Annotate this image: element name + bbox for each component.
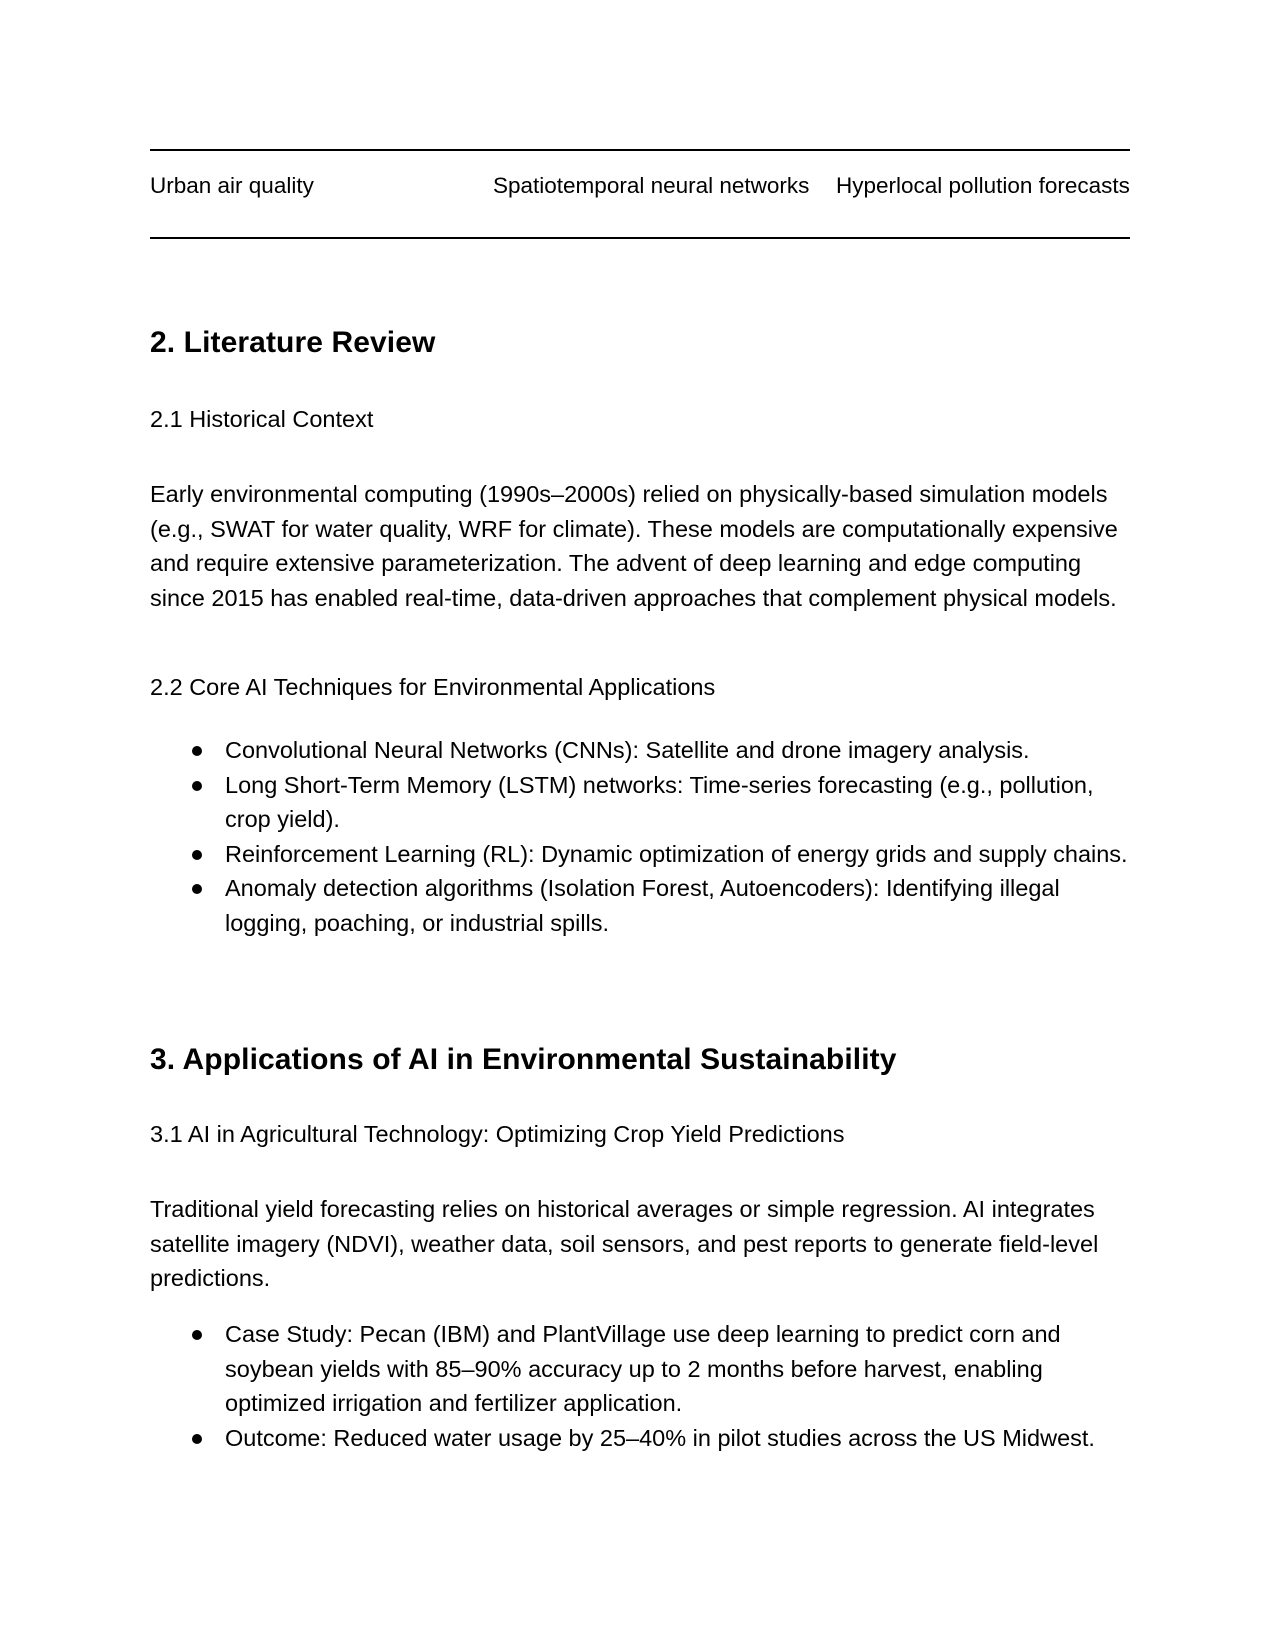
list-item-text: Convolutional Neural Networks (CNNs): Satellite and drone imagery analysis. (225, 737, 1030, 763)
bullet-icon (192, 1330, 202, 1340)
list-item-text: Reinforcement Learning (RL): Dynamic optimization of energy grids and supply chains. (225, 840, 1128, 867)
list-item-text: Long Short-Term Memory (LSTM) networks: Time-series forecasting (e.g., pollution, crop yield). (225, 771, 1094, 832)
subheading-core-ai-techniques: 2.2 Core AI Techniques for Environmental Applications (150, 674, 716, 700)
applications-table (150, 149, 1130, 239)
paragraph-historical-context: Early environmental computing (1990s–2000s) relied on physically-based simulation models (e.g., SWAT for water quality, WRF for climate). These models are computationally expensive and require extensive parameterization. The advent of deep learning and edge computing since 2015 has enabled real-time, data-driven approaches that complement physical models. (150, 481, 1118, 611)
table-cell-domain: Urban air quality (150, 173, 314, 198)
section-heading-literature-review: 2. Literature Review (150, 326, 436, 359)
list-item-text: Outcome: Reduced water usage by 25–40% in pilot studies across the US Midwest. (225, 1424, 1095, 1451)
list-item (150, 871, 1130, 940)
bullet-icon (192, 781, 202, 791)
list-item (150, 768, 1130, 837)
section-heading-applications: 3. Applications of AI in Environmental Sustainability (150, 1043, 897, 1076)
list-item-text: Case Study: Pecan (IBM) and PlantVillage use deep learning to predict corn and soybean yields with 85–90% accuracy up to 2 months before harvest, enabling optimized irrigation and fertilizer application. (225, 1321, 1061, 1416)
list-item (150, 1317, 1130, 1421)
bullet-icon (192, 850, 202, 860)
core-techniques-list (150, 733, 1130, 940)
subheading-historical-context: 2.1 Historical Context (150, 406, 374, 432)
subheading-agricultural-technology: 3.1 AI in Agricultural Technology: Optimizing Crop Yield Predictions (150, 1121, 845, 1147)
list-item-text: Anomaly detection algorithms (Isolation Forest, Autoencoders): Identifying illegal logging, poaching, or industrial spills. (225, 875, 1060, 936)
paragraph-yield-forecasting: Traditional yield forecasting relies on historical averages or simple regression. AI integrates satellite imagery (NDVI), weather data, soil sensors, and pest reports to generate field-level predictions. (150, 1196, 1099, 1291)
table-row (150, 151, 1130, 237)
bullet-icon (192, 1434, 202, 1444)
table-bottom-rule (150, 237, 1130, 239)
list-item (150, 837, 1130, 872)
bullet-icon (192, 884, 202, 894)
list-item (150, 1421, 1130, 1456)
bullet-icon (192, 746, 202, 756)
list-item (150, 733, 1130, 768)
table-cell-outcome: Hyperlocal pollution forecasts (836, 173, 1130, 198)
agriculture-list (150, 1317, 1130, 1455)
table-cell-technique: Spatiotemporal neural networks (493, 173, 810, 198)
